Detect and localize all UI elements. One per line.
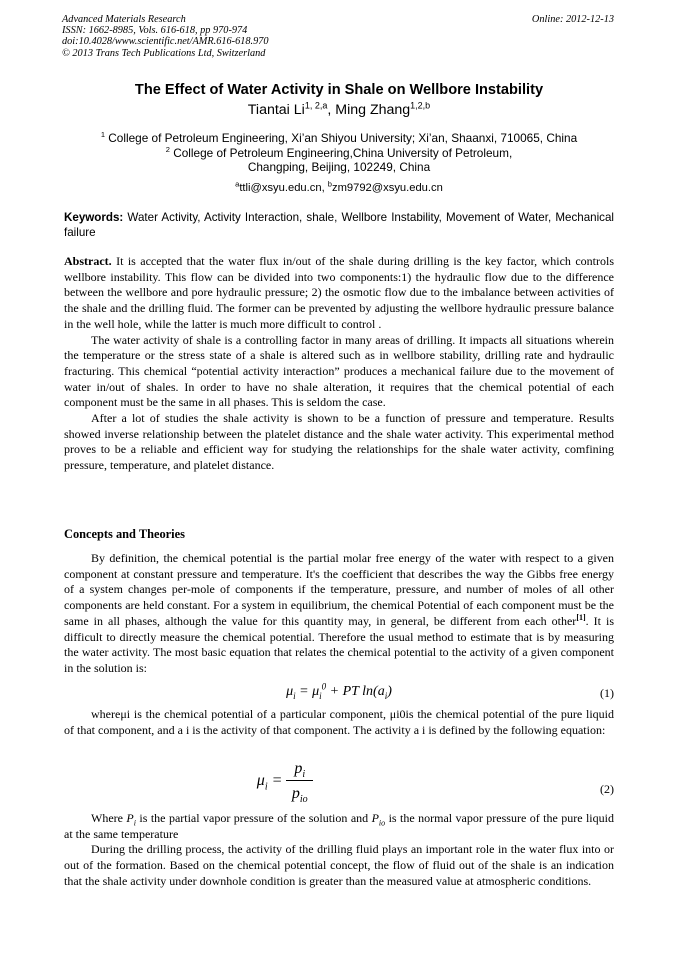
eq2-p-den: p	[291, 785, 300, 802]
paper-title: The Effect of Water Activity in Shale on Wellbore Instability	[134, 82, 544, 98]
equation-1-number: (1)	[600, 686, 614, 700]
eq2-mu: μ	[256, 772, 265, 790]
affiliation-1-mark: 1	[100, 130, 105, 140]
author-1-affil: 1, 2,a	[304, 100, 328, 111]
online-date: Online: 2012-12-13	[531, 14, 614, 25]
eq2-sub-i: i	[264, 781, 268, 793]
eq1-mu-0: μ	[312, 684, 320, 699]
section-paragraph-1	[64, 551, 614, 677]
eq1-equals: =	[295, 684, 313, 699]
author-2-affil: 1,2,b	[410, 100, 431, 111]
section-paragraph-2: whereμi is the chemical potential of a particular component, μi0is the chemical potential of the pure liquid of that component, and a i is the activity of that component. The activity a i is defined by the following equation:	[64, 707, 614, 737]
eq1-sub-i-2: i	[319, 690, 322, 701]
eq1-rest: + PT ln(a	[326, 684, 385, 699]
abstract	[64, 254, 614, 474]
affiliations	[0, 131, 678, 175]
abstract-label: Abstract.	[64, 254, 112, 268]
eq1-sub-i: i	[293, 690, 296, 701]
doi: doi:10.4028/www.scientific.net/AMR.616-618.970	[62, 36, 269, 48]
affiliation-2-line2: Changping, Beijing, 102249, China	[247, 160, 431, 175]
eq1-close: )	[387, 684, 392, 699]
emails	[0, 179, 678, 194]
section-body-3	[64, 811, 614, 890]
affiliation-2	[0, 146, 678, 161]
symbol-P-i: P	[126, 811, 134, 825]
author-separator: ,	[327, 102, 336, 118]
abstract-paragraph-2: The water activity of shale is a controlling factor in many areas of drilling. It impacts all situations wherein the temperature or the stress state of a shale is altered such as in wellbore stability, drilling rate and hydraulic fracturing. This chemical “potential activity interaction” produces a mechanical failure due to the movement of water in/out of shales. In order to have no shale alteration, it requires that the chemical potential of each component must be the same in all phases. This is seldom the case.	[64, 332, 614, 410]
equation-1	[64, 681, 614, 706]
section-paragraph-4: During the drilling process, the activity of the drilling fluid plays an important role in the water flux into or out of the formation. Based on the chemical potential concept, the flow of fluid out of the shale is an indication that the shale activity under downhole condition is greater than the measured value at atmospheric conditions.	[64, 842, 614, 888]
section-p3a: Where	[91, 811, 127, 825]
affiliation-2-mark: 2	[165, 144, 170, 154]
eq2-denominator	[286, 781, 313, 806]
section-body-1	[64, 551, 614, 677]
section-body-2	[64, 707, 614, 738]
equation-2-number: (2)	[600, 782, 614, 796]
section-p3c: is the normal vapor pressure of the pure liquid at the same temperature	[64, 811, 614, 841]
citation-ref: [1]	[576, 612, 586, 622]
email-a-mark: a	[235, 179, 240, 189]
section-heading: Concepts and Theories	[64, 527, 185, 541]
symbol-P-io: P	[371, 811, 379, 825]
section-p3b: is the partial vapor pressure of the solution and	[135, 811, 372, 825]
symbol-sub-i: i	[133, 818, 136, 828]
affiliation-2-text: College of Petroleum Engineering,China University of Petroleum,	[169, 145, 513, 160]
section-paragraph-3	[64, 811, 614, 842]
author-1: Tiantai Li	[247, 102, 305, 118]
section-p1b: . It is difficult to directly measure the chemical potential. Therefore the usual method to estimate that is by measuring the water activity. The most basic equation that relates the chemical potential to the activity of a given component in the solution is:	[64, 613, 614, 675]
authors	[0, 102, 678, 118]
eq1-sub-i-3: i	[384, 690, 388, 701]
journal-name: Advanced Materials Research	[62, 14, 186, 25]
eq1-sup-0: 0	[321, 681, 327, 692]
eq2-numerator	[286, 760, 313, 781]
eq2-p-sub-i: i	[302, 769, 306, 781]
author-2: Ming Zhang	[335, 102, 411, 118]
keywords-label: Keywords:	[64, 211, 124, 224]
copyright: © 2013 Trans Tech Publications Ltd, Switzerland	[62, 47, 266, 59]
abstract-p1-text: It is accepted that the water flux in/out of the shale during drilling is the key factor, which controls wellbore instability. This flow can be divided into two components:1) the hydraulic flow due to the difference between the wellbore and pore hydraulic pressure; 2) the osmotic flow due to the imbalance between activities of the shale and the drilling fluid. The former can be prevented by adjusting the wellbore hydraulic pressure balance in the well hole, while the latter is much more difficult to control .	[64, 254, 614, 331]
equation-2	[64, 760, 614, 808]
keywords	[64, 210, 614, 240]
email-a: ttli@xsyu.edu.cn,	[239, 182, 328, 194]
affiliation-1-text: College of Petroleum Engineering, Xi’an Shiyou University; Xi’an, Shaanxi, 710065, China	[105, 131, 578, 145]
eq2-p: p	[294, 760, 303, 777]
issn: ISSN: 1662-8985, Vols. 616-618, pp 970-974	[62, 25, 248, 37]
eq2-equals: =	[267, 772, 287, 790]
eq2-fraction	[286, 760, 313, 806]
email-b: zm9792@xsyu.edu.cn	[331, 182, 443, 194]
abstract-paragraph-1	[64, 254, 614, 333]
equation-2-content	[10, 760, 560, 806]
abstract-paragraph-3: After a lot of studies the shale activity is shown to be a function of pressure and temperature. Results showed inverse relationship between the platelet distance and the shale water activity. This experimental method proves to be a reliable and efficient way for studying the relationships for the shale water activity, comfining pressure, temperature, and platelet distance.	[64, 411, 614, 473]
email-b-mark: b	[327, 179, 332, 189]
eq1-mu: μ	[286, 684, 294, 699]
journal-info	[62, 14, 269, 59]
keywords-text: Water Activity, Activity Interaction, shale, Wellbore Instability, Movement of Water, Mechanical failure	[64, 211, 614, 239]
symbol-sub-io: io	[378, 818, 386, 828]
eq2-p-sub-io: io	[299, 794, 308, 806]
affiliation-1	[0, 131, 678, 146]
section-p1a: By definition, the chemical potential is the partial molar free energy of the water with respect to a given component at constant pressure and temperature. It's the coefficient that describes the way the Gibbs free energy of a system changes per-mole of components if the temperature, pressure, and number of moles of all other components are held constant. For a system in equilibrium, the chemical Potential of each component must be the same in all phases, although the value for this quantity may, in general, be different from each other	[64, 551, 614, 628]
equation-1-content	[64, 681, 614, 701]
